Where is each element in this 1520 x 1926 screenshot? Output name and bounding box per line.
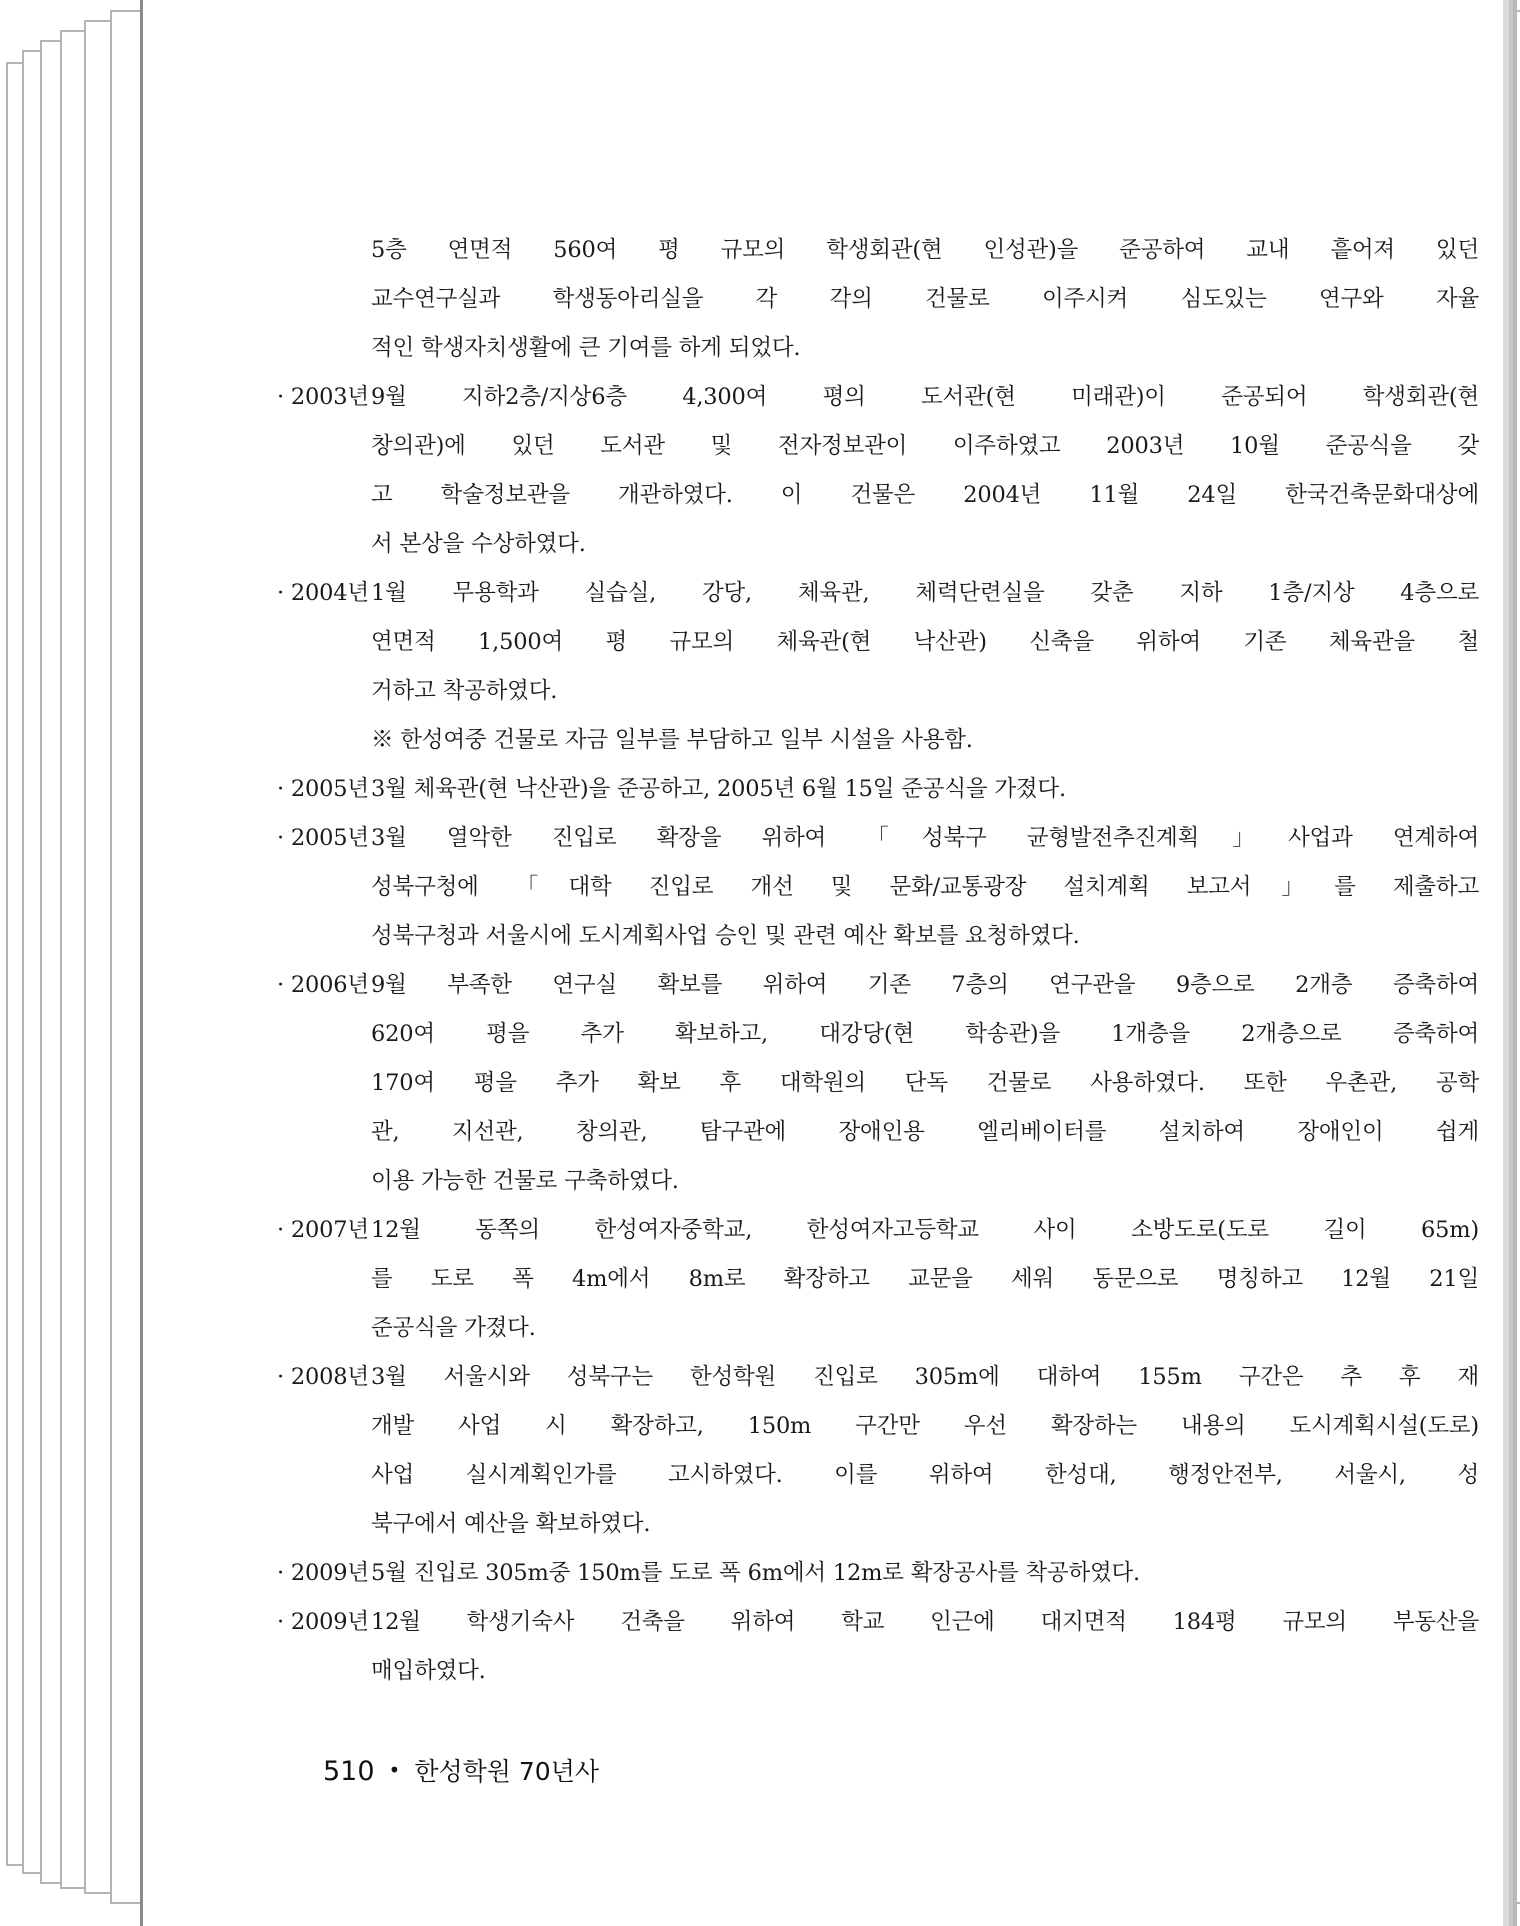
timeline-entry	[277, 765, 1479, 814]
entry-text-line: 를 도로 폭 4m에서 8m로 확장하고 교문을 세워 동문으로 명칭하고 12월 21일	[371, 1266, 1479, 1292]
timeline-entry	[277, 569, 1479, 765]
entry-text-line: 창의관)에 있던 도서관 및 전자정보관이 이주하였고 2003년 10월 준공식을 갖	[371, 433, 1479, 459]
entry-text-line: 620여 평을 추가 확보하고, 대강당(현 학송관)을 1개층을 2개층으로 증축하여	[371, 1021, 1479, 1047]
entry-text-line: 거하고 착공하였다.	[371, 678, 558, 704]
entry-text-line: 170여 평을 추가 확보 후 대학원의 단독 건물로 사용하였다. 또한 우촌관, 공학	[371, 1070, 1479, 1096]
entry-year-bullet: · 2009년	[277, 1560, 369, 1586]
entry-text-line: 12월 학생기숙사 건축을 위하여 학교 인근에 대지면적 184평 규모의 부동산을	[371, 1609, 1479, 1635]
entry-text-line: 9월 부족한 연구실 확보를 위하여 기존 7층의 연구관을 9층으로 2개층 증축하여	[371, 972, 1479, 998]
entry-text-line: 교수연구실과 학생동아리실을 각 각의 건물로 이주시켜 심도있는 연구와 자율	[371, 286, 1479, 312]
entry-text-line: 5월 진입로 305m중 150m를 도로 폭 6m에서 12m로 확장공사를 착공하였다.	[371, 1560, 1140, 1586]
entry-text-line: 사업 실시계획인가를 고시하였다. 이를 위하여 한성대, 행정안전부, 서울시, 성	[371, 1462, 1479, 1488]
entry-note-line: ※ 한성여중 건물로 자금 일부를 부담하고 일부 시설을 사용함.	[371, 727, 973, 753]
entry-year-bullet: · 2005년	[277, 825, 369, 851]
entry-year-bullet: · 2007년	[277, 1217, 369, 1243]
entry-text-line: 서 본상을 수상하였다.	[371, 531, 586, 557]
entry-year-bullet: · 2004년	[277, 580, 369, 606]
entry-text-line: 고 학술정보관을 개관하였다. 이 건물은 2004년 11월 24일 한국건축문화대상에	[371, 482, 1479, 508]
timeline-entry	[277, 961, 1479, 1206]
entry-year-bullet: · 2005년	[277, 776, 369, 802]
timeline-entry	[277, 1353, 1479, 1549]
entry-year-bullet: · 2008년	[277, 1364, 369, 1390]
footer-separator: •	[388, 1758, 401, 1782]
entry-text-line: 연면적 1,500여 평 규모의 체육관(현 낙산관) 신축을 위하여 기존 체육관을 철	[371, 629, 1479, 655]
entry-year-bullet: · 2009년	[277, 1609, 369, 1635]
entry-text-line: 12월 동쪽의 한성여자중학교, 한성여자고등학교 사이 소방도로(도로 길이 65m)	[371, 1217, 1479, 1243]
entry-text-line: 3월 서울시와 성북구는 한성학원 진입로 305m에 대하여 155m 구간은 추 후 재	[371, 1364, 1479, 1390]
continuation-paragraph	[371, 226, 1479, 373]
entry-text-line: 5층 연면적 560여 평 규모의 학생회관(현 인성관)을 준공하여 교내 흩어져 있던	[371, 237, 1479, 263]
page-number: 510	[323, 1756, 375, 1787]
entry-text-line: 개발 사업 시 확장하고, 150m 구간만 우선 확장하는 내용의 도시계획시설(도로)	[371, 1413, 1479, 1439]
timeline-entry	[277, 814, 1479, 961]
entry-text-line: 준공식을 가졌다.	[371, 1315, 536, 1341]
entry-year-bullet: · 2006년	[277, 972, 369, 998]
timeline-entry	[277, 373, 1479, 569]
entry-text-line: 관, 지선관, 창의관, 탐구관에 장애인용 엘리베이터를 설치하여 장애인이 쉽게	[371, 1119, 1479, 1145]
entry-text-line: 매입하였다.	[371, 1658, 486, 1684]
entry-text-line: 3월 열악한 진입로 확장을 위하여 「성북구 균형발전추진계획」사업과 연계하여	[371, 825, 1479, 851]
book-title: 한성학원 70년사	[414, 1757, 600, 1786]
entry-year-bullet: · 2003년	[277, 384, 369, 410]
entry-text-line: 성북구청에 「대학 진입로 개선 및 문화/교통광장 설치계획 보고서」를 제출하고	[371, 874, 1479, 900]
page-footer	[323, 1752, 599, 1788]
timeline-entry	[277, 1549, 1479, 1598]
entry-text-line: 북구에서 예산을 확보하였다.	[371, 1511, 651, 1537]
entry-text-line: 9월 지하2층/지상6층 4,300여 평의 도서관(현 미래관)이 준공되어 학생회관(현	[371, 384, 1479, 410]
entry-text-line: 1월 무용학과 실습실, 강당, 체육관, 체력단련실을 갖춘 지하 1층/지상 4층으로	[371, 580, 1479, 606]
entry-text-line: 3월 체육관(현 낙산관)을 준공하고, 2005년 6월 15일 준공식을 가졌다.	[371, 776, 1066, 802]
book-page	[140, 0, 1503, 1926]
entry-text-line: 이용 가능한 건물로 구축하였다.	[371, 1168, 679, 1194]
timeline-entry	[277, 1206, 1479, 1353]
timeline-entry	[277, 1598, 1479, 1696]
page-body-text	[277, 226, 1479, 1696]
entry-text-line: 성북구청과 서울시에 도시계획사업 승인 및 관련 예산 확보를 요청하였다.	[371, 923, 1080, 949]
entry-text-line: 적인 학생자치생활에 큰 기여를 하게 되었다.	[371, 335, 801, 361]
